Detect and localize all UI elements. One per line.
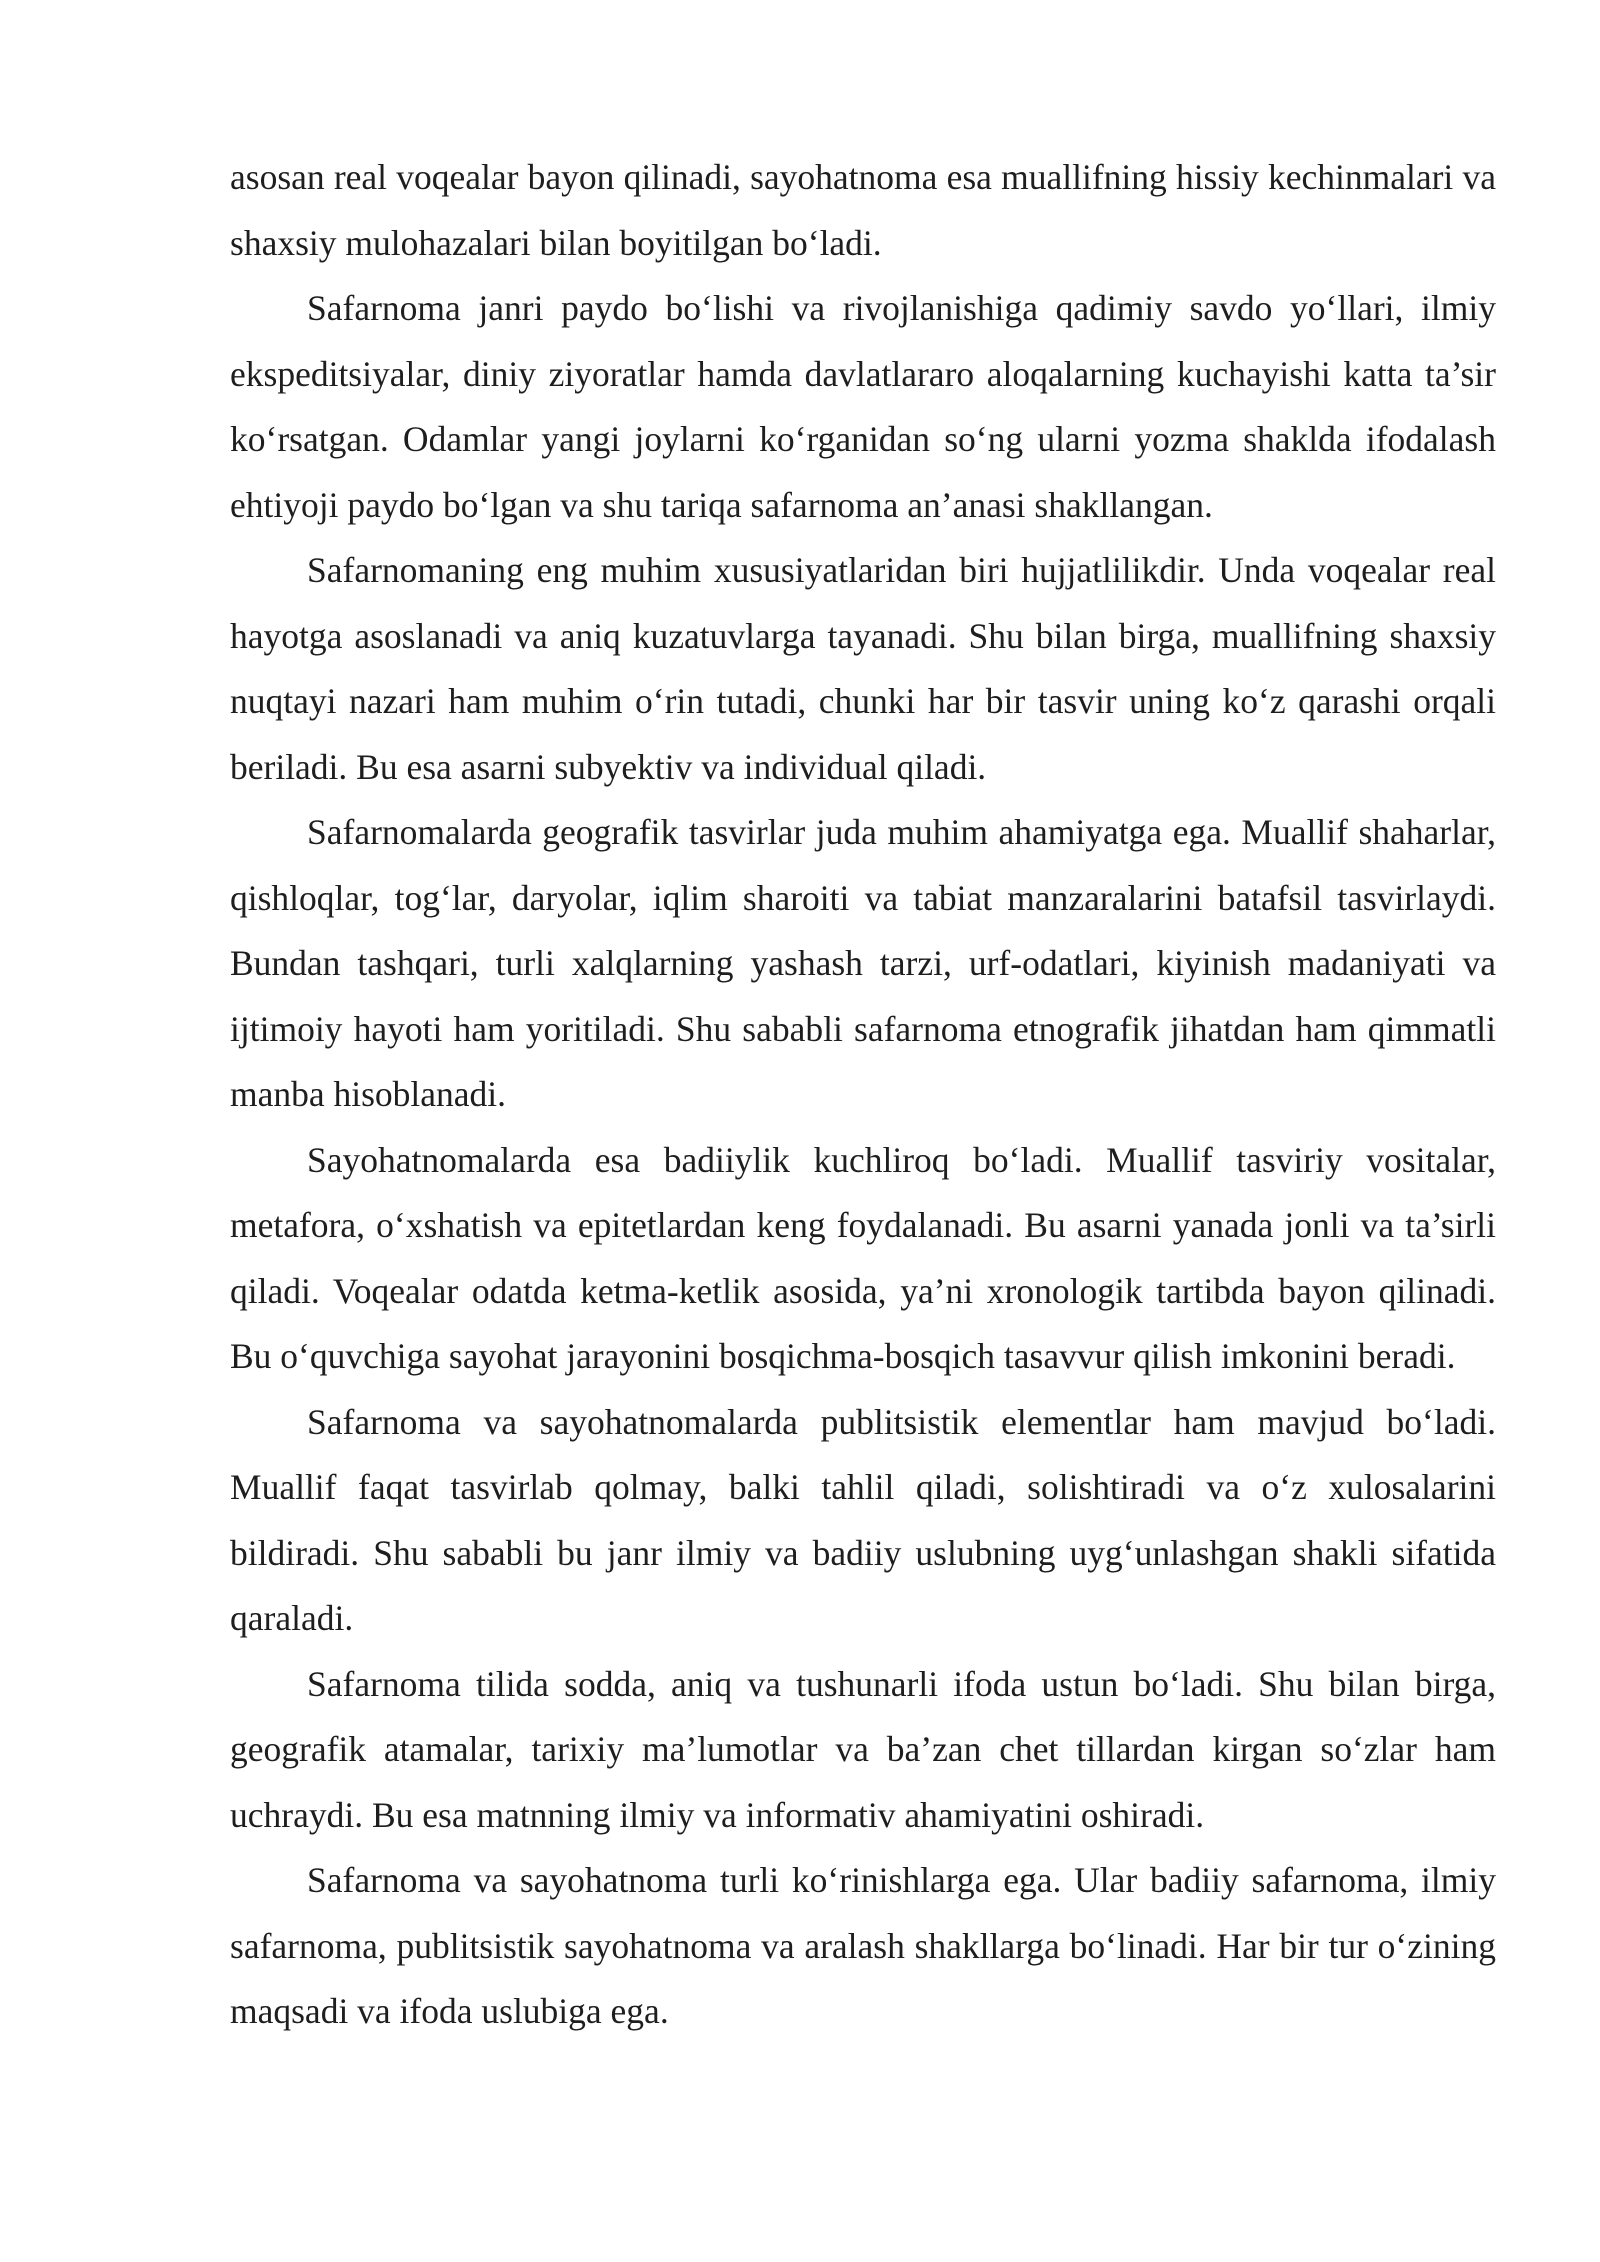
paragraph: Safarnoma va sayohatnoma turli ko‘rinishlarga ega. Ular badiiy safarnoma, ilmiy safarnoma, publitsistik sayohatnoma va aralash shakllarga bo‘linadi. Har bir tur o‘zining maqsadi va ifoda uslubiga ega.	[230, 1860, 1496, 2031]
paragraph: Sayohatnomalarda esa badiiylik kuchliroq bo‘ladi. Muallif tasviriy vositalar, metafora, o‘xshatish va epitetlardan keng foydalanadi. Bu asarni yanada jonli va ta’sirli qiladi. Voqealar odatda ketma-ketlik asosida, ya’ni xronologik tartibda bayon qilinadi. Bu o‘quvchiga sayohat jarayonini bosqichma-bosqich tasavvur qilish imkonini beradi.	[230, 1139, 1496, 1376]
paragraph: Safarnomaning eng muhim xususiyatlaridan biri hujjatlilikdir. Unda voqealar real hayotga asoslanadi va aniq kuzatuvlarga tayanadi. Shu bilan birga, muallifning shaxsiy nuqtayi nazari ham muhim o‘rin tutadi, chunki har bir tasvir uning ko‘z qarashi orqali beriladi. Bu esa asarni subyektiv va individual qiladi.	[230, 550, 1496, 787]
document-body	[230, 145, 1496, 2045]
paragraph-continuation: asosan real voqealar bayon qilinadi, sayohatnoma esa muallifning hissiy kechinmalari va shaxsiy mulohazalari bilan boyitilgan bo‘ladi.	[230, 157, 1496, 263]
paragraph: Safarnomalarda geografik tasvirlar juda muhim ahamiyatga ega. Muallif shaharlar, qishloqlar, tog‘lar, daryolar, iqlim sharoiti va tabiat manzaralarini batafsil tasvirlaydi. Bundan tashqari, turli xalqlarning yashash tarzi, urf-odatlari, kiyinish madaniyati va ijtimoiy hayoti ham yoritiladi. Shu sababli safarnoma etnografik jihatdan ham qimmatli manba hisoblanadi.	[230, 812, 1496, 1114]
paragraph: Safarnoma janri paydo bo‘lishi va rivojlanishiga qadimiy savdo yo‘llari, ilmiy ekspeditsiyalar, diniy ziyoratlar hamda davlatlararo aloqalarning kuchayishi katta ta’sir ko‘rsatgan. Odamlar yangi joylarni ko‘rganidan so‘ng ularni yozma shaklda ifodalash ehtiyoji paydo bo‘lgan va shu tariqa safarnoma an’anasi shakllangan.	[230, 288, 1496, 525]
paragraph: Safarnoma va sayohatnomalarda publitsistik elementlar ham mavjud bo‘ladi. Muallif faqat tasvirlab qolmay, balki tahlil qiladi, solishtiradi va o‘z xulosalarini bildiradi. Shu sababli bu janr ilmiy va badiiy uslubning uyg‘unlashgan shakli sifatida qaraladi.	[230, 1401, 1496, 1638]
paragraph: Safarnoma tilida sodda, aniq va tushunarli ifoda ustun bo‘ladi. Shu bilan birga, geografik atamalar, tarixiy ma’lumotlar va ba’zan chet tillardan kirgan so‘zlar ham uchraydi. Bu esa matnning ilmiy va informativ ahamiyatini oshiradi.	[230, 1663, 1496, 1835]
